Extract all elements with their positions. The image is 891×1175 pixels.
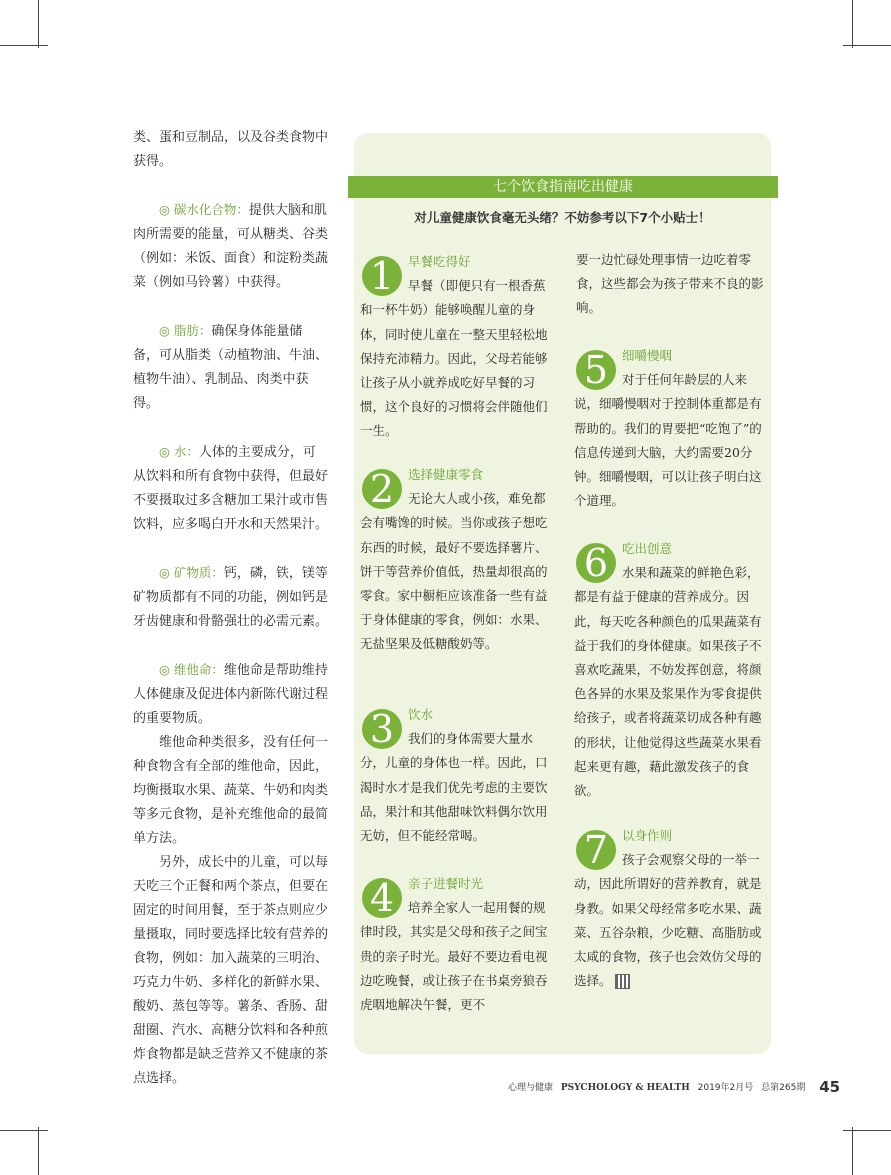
- nutrient-text: 维他命是帮助维持人体健康及促进体内新陈代谢过程的重要物质。: [133, 663, 329, 726]
- tip-text: 我们的身体需要大量水分，儿童的身体也一样。因此，口渴时水才是我们优先考虑的主要饮品，果汁和其他甜味饮料偶尔饮用无妨，但不能经常喝。: [360, 731, 548, 844]
- issue-total: 总第265期: [761, 1082, 806, 1093]
- tip-title: 选择健康零食: [408, 467, 484, 482]
- tip-3: [360, 703, 548, 848]
- tip-6: [574, 537, 762, 803]
- nutrient-fat: [133, 319, 328, 416]
- crop-mark: [0, 45, 48, 46]
- tip-7: [574, 824, 762, 993]
- panel-title: 七个饮食指南吃出健康: [348, 176, 778, 198]
- tip-title: 细嚼慢咽: [622, 348, 673, 363]
- tip-title: 以身作则: [622, 828, 673, 843]
- page-footer: [508, 1077, 841, 1098]
- tip-number-badge: 5: [576, 350, 616, 390]
- nutrient-minerals: [133, 561, 328, 634]
- tip-title: 早餐吃得好: [408, 254, 471, 269]
- crop-mark: [0, 1130, 48, 1131]
- crop-mark: [843, 45, 891, 46]
- crop-mark: [38, 1127, 39, 1175]
- end-mark-icon: [615, 974, 630, 989]
- nutrient-text: 钙，磷，铁，镁等矿物质都有不同的功能，例如钙是牙齿健康和骨骼强壮的必需元素。: [133, 566, 329, 629]
- intro-text: 类、蛋和豆制品，以及谷类食物中获得。: [133, 130, 329, 169]
- snack-paragraph: 另外，成长中的儿童，可以每天吃三个正餐和两个茶点，但要在固定的时间用餐，至于茶点则应少量摄取，同时要选择比较有营养的食物，例如：加入蔬菜的三明治、巧克力牛奶、多样化的新鲜水果、酸奶、蒸包等等。薯条、香肠、甜甜圈、汽水、高糖分饮料和各种煎炸食物都是缺乏营养又不健康的茶点选择。: [133, 855, 329, 1086]
- tip-title: 吃出创意: [622, 541, 673, 556]
- vitamin-paragraph: 维他命种类很多，没有任何一种食物含有全部的维他命，因此，均衡摄取水果、蔬菜、牛奶和肉类等多元食物，是补充维他命的最简单方法。: [133, 735, 329, 846]
- tip-text: 培养全家人一起用餐的规律时段，其实是父母和孩子之间宝贵的亲子时光。最好不要边看电视边吃晚餐，或让孩子在书桌旁狼吞虎咽地解决午餐，更不: [360, 900, 548, 1013]
- tip-2: [360, 463, 548, 657]
- tip-number-badge: 3: [362, 709, 402, 749]
- tip-number-badge: 6: [576, 543, 616, 583]
- crop-mark: [843, 1130, 891, 1131]
- nutrient-term: ◎ 水：: [159, 444, 199, 459]
- nutrient-term: ◎ 矿物质：: [159, 565, 224, 580]
- nutrient-water: [133, 440, 328, 537]
- left-column: [133, 126, 328, 1091]
- crop-mark: [852, 1127, 853, 1175]
- tip-number-badge: 2: [362, 469, 402, 509]
- nutrient-text: 确保身体能量储备，可从脂类（动植物油、牛油、植物牛油）、乳制品、肉类中获得。: [133, 324, 329, 411]
- tip-4-continued: 要一边忙碌处理事情一边吃着零食，这些都会为孩子带来不良的影响。: [576, 252, 764, 316]
- tip-title: 饮水: [408, 707, 434, 722]
- nutrient-vitamins: [133, 658, 328, 731]
- magazine-name: 心理与健康: [508, 1082, 554, 1093]
- tip-text-content: 孩子会观察父母的一举一动，因此所谓好的营养教育，就是身教。如果父母经常多吃水果、蔬菜、五谷杂粮，少吃糖、高脂肪或太咸的食物，孩子也会效仿父母的选择。: [574, 852, 762, 989]
- tip-4: [360, 872, 548, 1017]
- nutrient-text: 提供大脑和肌肉所需要的能量，可从糖类、谷类（例如：米饭、面食）和淀粉类蔬菜（例如马铃薯）中获得。: [133, 203, 329, 290]
- crop-mark: [852, 0, 853, 48]
- nutrient-carbs: [133, 198, 328, 295]
- nutrient-text: 人体的主要成分，可从饮料和所有食物中获得，但最好不要摄取过多含糖加工果汁或市售饮料，应多喝白开水和天然果汁。: [133, 445, 329, 532]
- tip-text: 水果和蔬菜的鲜艳色彩，都是有益于健康的营养成分。因此，每天吃各种颜色的瓜果蔬菜有益于我们的身体健康。如果孩子不喜欢吃蔬果，不妨发挥创意，将颜色各异的水果及浆果作为零食提供给孩子，或者将蔬菜切成各种有趣的形状，让他觉得这些蔬菜水果看起来更有趣，藉此激发孩子的食欲。: [574, 565, 762, 799]
- tip-title: 亲子进餐时光: [408, 876, 484, 891]
- nutrient-term: ◎ 脂肪：: [159, 323, 212, 338]
- tip-number-badge: 1: [362, 256, 402, 296]
- tip-text: 无论大人或小孩，难免都会有嘴馋的时候。当你或孩子想吃东西的时候，最好不要选择薯片、饼干等营养价值低，热量却很高的零食。家中橱柜应该准备一些有益于身体健康的零食，例如：水果、无盐坚果及低糖酸奶等。: [360, 491, 548, 652]
- tip-5: [574, 344, 762, 513]
- tip-text: 早餐（即便只有一根香蕉和一杯牛奶）能够唤醒儿童的身体，同时使儿童在一整天里轻松地保持充沛精力。因此，父母若能够让孩子从小就养成吃好早餐的习惯，这个良好的习惯将会伴随他们一生。: [360, 278, 548, 439]
- crop-mark: [38, 0, 39, 48]
- tip-1: [360, 250, 548, 444]
- nutrient-term: ◎ 碳水化合物：: [159, 202, 249, 217]
- tip-number-badge: 4: [362, 878, 402, 918]
- tip-text: 对于任何年龄层的人来说，细嚼慢咽对于控制体重都是有帮助的。我们的胃要把“吃饱了”的信息传递到大脑，大约需要20分钟。细嚼慢咽，可以让孩子明白这个道理。: [574, 372, 762, 509]
- page-number: 45: [819, 1078, 841, 1096]
- issue-date: 2019年2月号: [697, 1082, 754, 1093]
- tip-number-badge: 7: [576, 830, 616, 870]
- magazine-english-name: PSYCHOLOGY & HEALTH: [560, 1082, 690, 1093]
- nutrient-term: ◎ 维他命：: [159, 662, 224, 677]
- panel-subtitle: 对儿童健康饮食毫无头绪？不妨参考以下7个小贴士！: [414, 210, 711, 225]
